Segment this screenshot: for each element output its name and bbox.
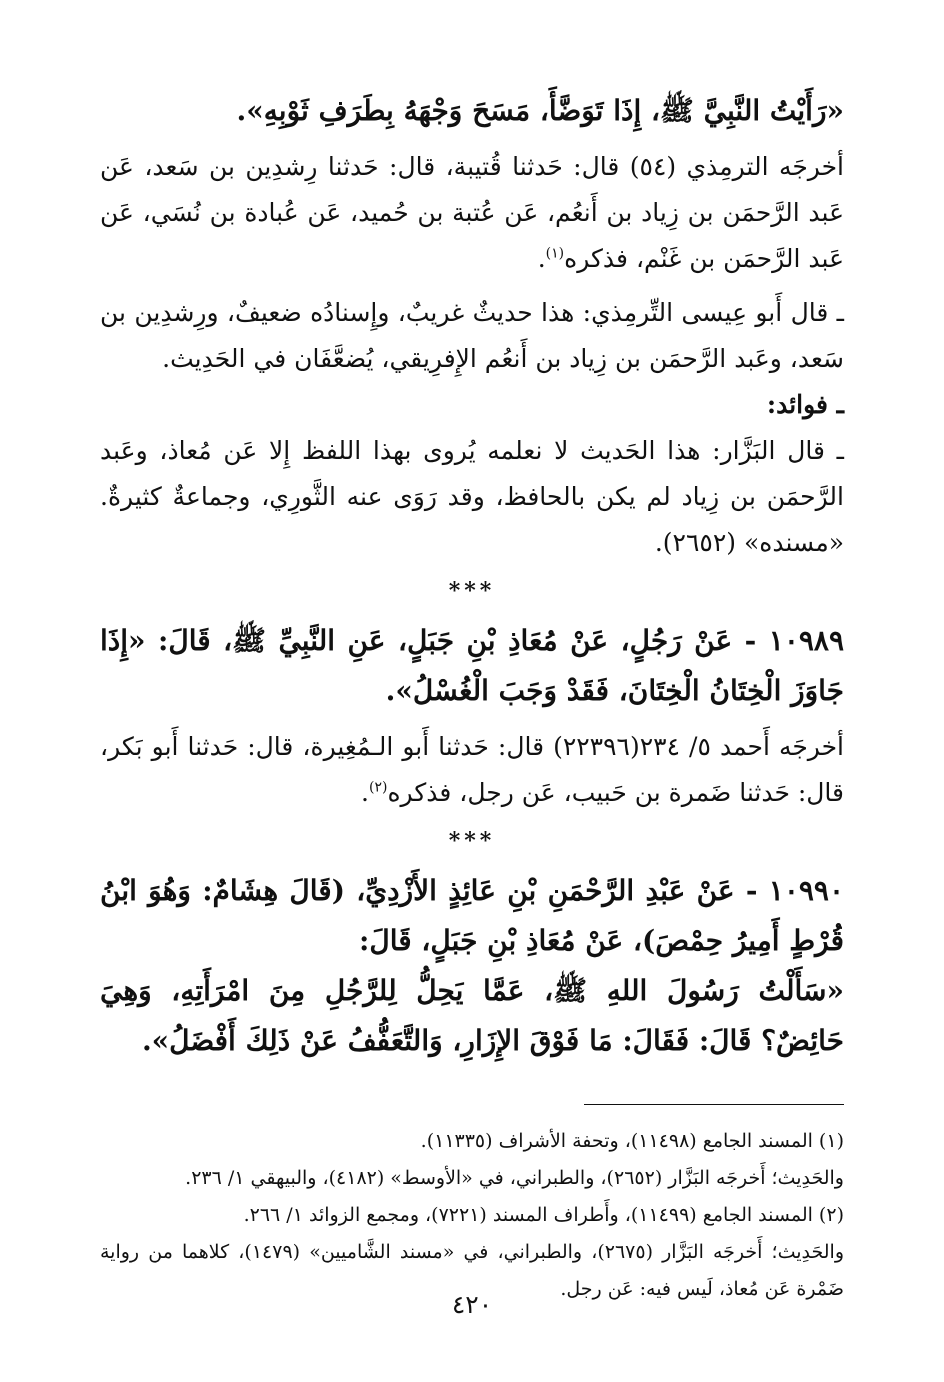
- footnote: والحَدِيث؛ أَخرجَه البَزَّار (٢٦٧٥)، والطبراني، في «مسند الشَّاميين» (١٤٧٩)، كلاهما من رواية ضَمْرة عَن مُعاذ، لَيس فيه: عَن رجل.: [100, 1241, 844, 1300]
- footnote: (١) المسند الجامع (١١٤٩٨)، وتحفة الأشراف (١١٣٣٥).: [420, 1130, 844, 1152]
- hadith-text: «سَأَلْتُ رَسُولَ اللهِ ﷺ، عَمَّا يَحِلُّ لِلرَّجُلِ مِنَ امْرَأَتِهِ، وَهِيَ حَائِضٌ؟ قَالَ: فَقَالَ: مَا فَوْقَ الإِزَارِ، وَالتَّعَفُّفُ عَنْ ذَلِكَ أَفْضَلُ».: [100, 974, 844, 1057]
- takhrij-text: أخرجَه أَحمد ٥/ ٢٣٤(٢٢٣٩٦) قال: حَدثنا أَبو الـمُغِيرة، قال: حَدثنا أَبو بَكر، قال: حَدثنا ضَمرة بن حَبيب، عَن رجل، فذكره: [100, 732, 844, 807]
- takhrij-text: أخرجَه الترمِذي (٥٤) قال: حَدثنا قُتيبة، قال: حَدثنا رِشدِين بن سَعد، عَن عَبد الرَّحمَن بن زِياد بن أَنعُم، عَن عُتبة بن حُميد، عَن عُبادة بن نُسَي، عَن عَبد الرَّحمَن بن غَنْم، فذكره: [100, 152, 844, 273]
- footnote-divider-wrap: [100, 1104, 844, 1105]
- hadith-text: «رَأَيْتُ النَّبِيَّ ﷺ، إِذَا تَوَضَّأَ، مَسَحَ وَجْهَهُ بِطَرَفِ ثَوْبِهِ».: [236, 94, 844, 127]
- footnote-divider: [584, 1104, 844, 1105]
- footnote-ref: (٢): [368, 779, 388, 796]
- section-heading: ـ فوائد:: [766, 390, 844, 419]
- hadith-text: ١٠٩٩٠ - عَنْ عَبْدِ الرَّحْمَنِ بْنِ عَائِذٍ الأَزْدِيِّ، (قَالَ هِشَامٌ: وَهُوَ ابْنُ قُرْطٍ أَمِيرُ حِمْصَ)، عَنْ مُعَاذِ بْنِ جَبَلٍ، قَالَ:: [100, 874, 844, 957]
- hadith-text: ١٠٩٨٩ - عَنْ رَجُلٍ، عَنْ مُعَاذِ بْنِ جَبَلٍ، عَنِ النَّبِيِّ ﷺ، قَالَ: «إِذَا جَاوَزَ الْخِتَانُ الْخِتَانَ، فَقَدْ وَجَبَ الْغُسْلُ».: [100, 624, 844, 707]
- commentary-paragraph: ـ قال أَبو عِيسى التِّرمِذي: هذا حديثٌ غريبٌ، وإِسنادُه ضعيفٌ، ورِشدِين بن سَعد، وعَبد الرَّحمَن بن زِياد بن أَنعُم الإِفرِيقي، يُضعَّفَان في الحَدِيث.: [100, 298, 844, 373]
- takhrij-paragraph: أخرجَه الترمِذي (٥٤) قال: حَدثنا قُتيبة، قال: حَدثنا رِشدِين بن سَعد، عَن عَبد الرَّحمَن بن زِياد بن أَنعُم، عَن عُتبة بن حُميد، عَن عُبادة بن نُسَي، عَن عَبد الرَّحمَن بن غَنْم، فذكره$^{(١)}$.: [100, 152, 844, 273]
- page-number: ٤٢٠: [451, 1290, 493, 1319]
- footnote: والحَدِيث؛ أَخرجَه البَزَّار (٢٦٥٢)، والطبراني، في «الأوسط» (٤١٨٢)، والبيهقي ١/ ٢٣٦.: [185, 1167, 844, 1189]
- takhrij-paragraph: أخرجَه أَحمد ٥/ ٢٣٤(٢٢٣٩٦) قال: حَدثنا أَبو الـمُغِيرة، قال: حَدثنا أَبو بَكر، قال: حَدثنا ضَمرة بن حَبيب، عَن رجل، فذكره$^{(٢)}$.: [100, 732, 844, 807]
- section-separator-stars: ***: [448, 578, 496, 604]
- section-separator-stars: ***: [448, 828, 496, 854]
- commentary-paragraph: ـ قال البَزَّار: هذا الحَديث لا نعلمه يُروى بهذا اللفظ إِلا عَن مُعاذ، وعَبد الرَّحمَن بن زِياد لم يكن بالحافظ، وقد رَوَى عنه الثَّورِي، وجماعةٌ كثيرةٌ. «مسنده» (٢٦٥٢).: [100, 436, 844, 557]
- main-text: [100, 86, 844, 1066]
- footnote: (٢) المسند الجامع (١١٤٩٩)، وأَطراف المسند (٧٢٢١)، ومجمع الزوائد ١/ ٢٦٦.: [243, 1204, 844, 1226]
- footnote-ref: (١): [545, 245, 565, 262]
- footnotes: [100, 1123, 844, 1308]
